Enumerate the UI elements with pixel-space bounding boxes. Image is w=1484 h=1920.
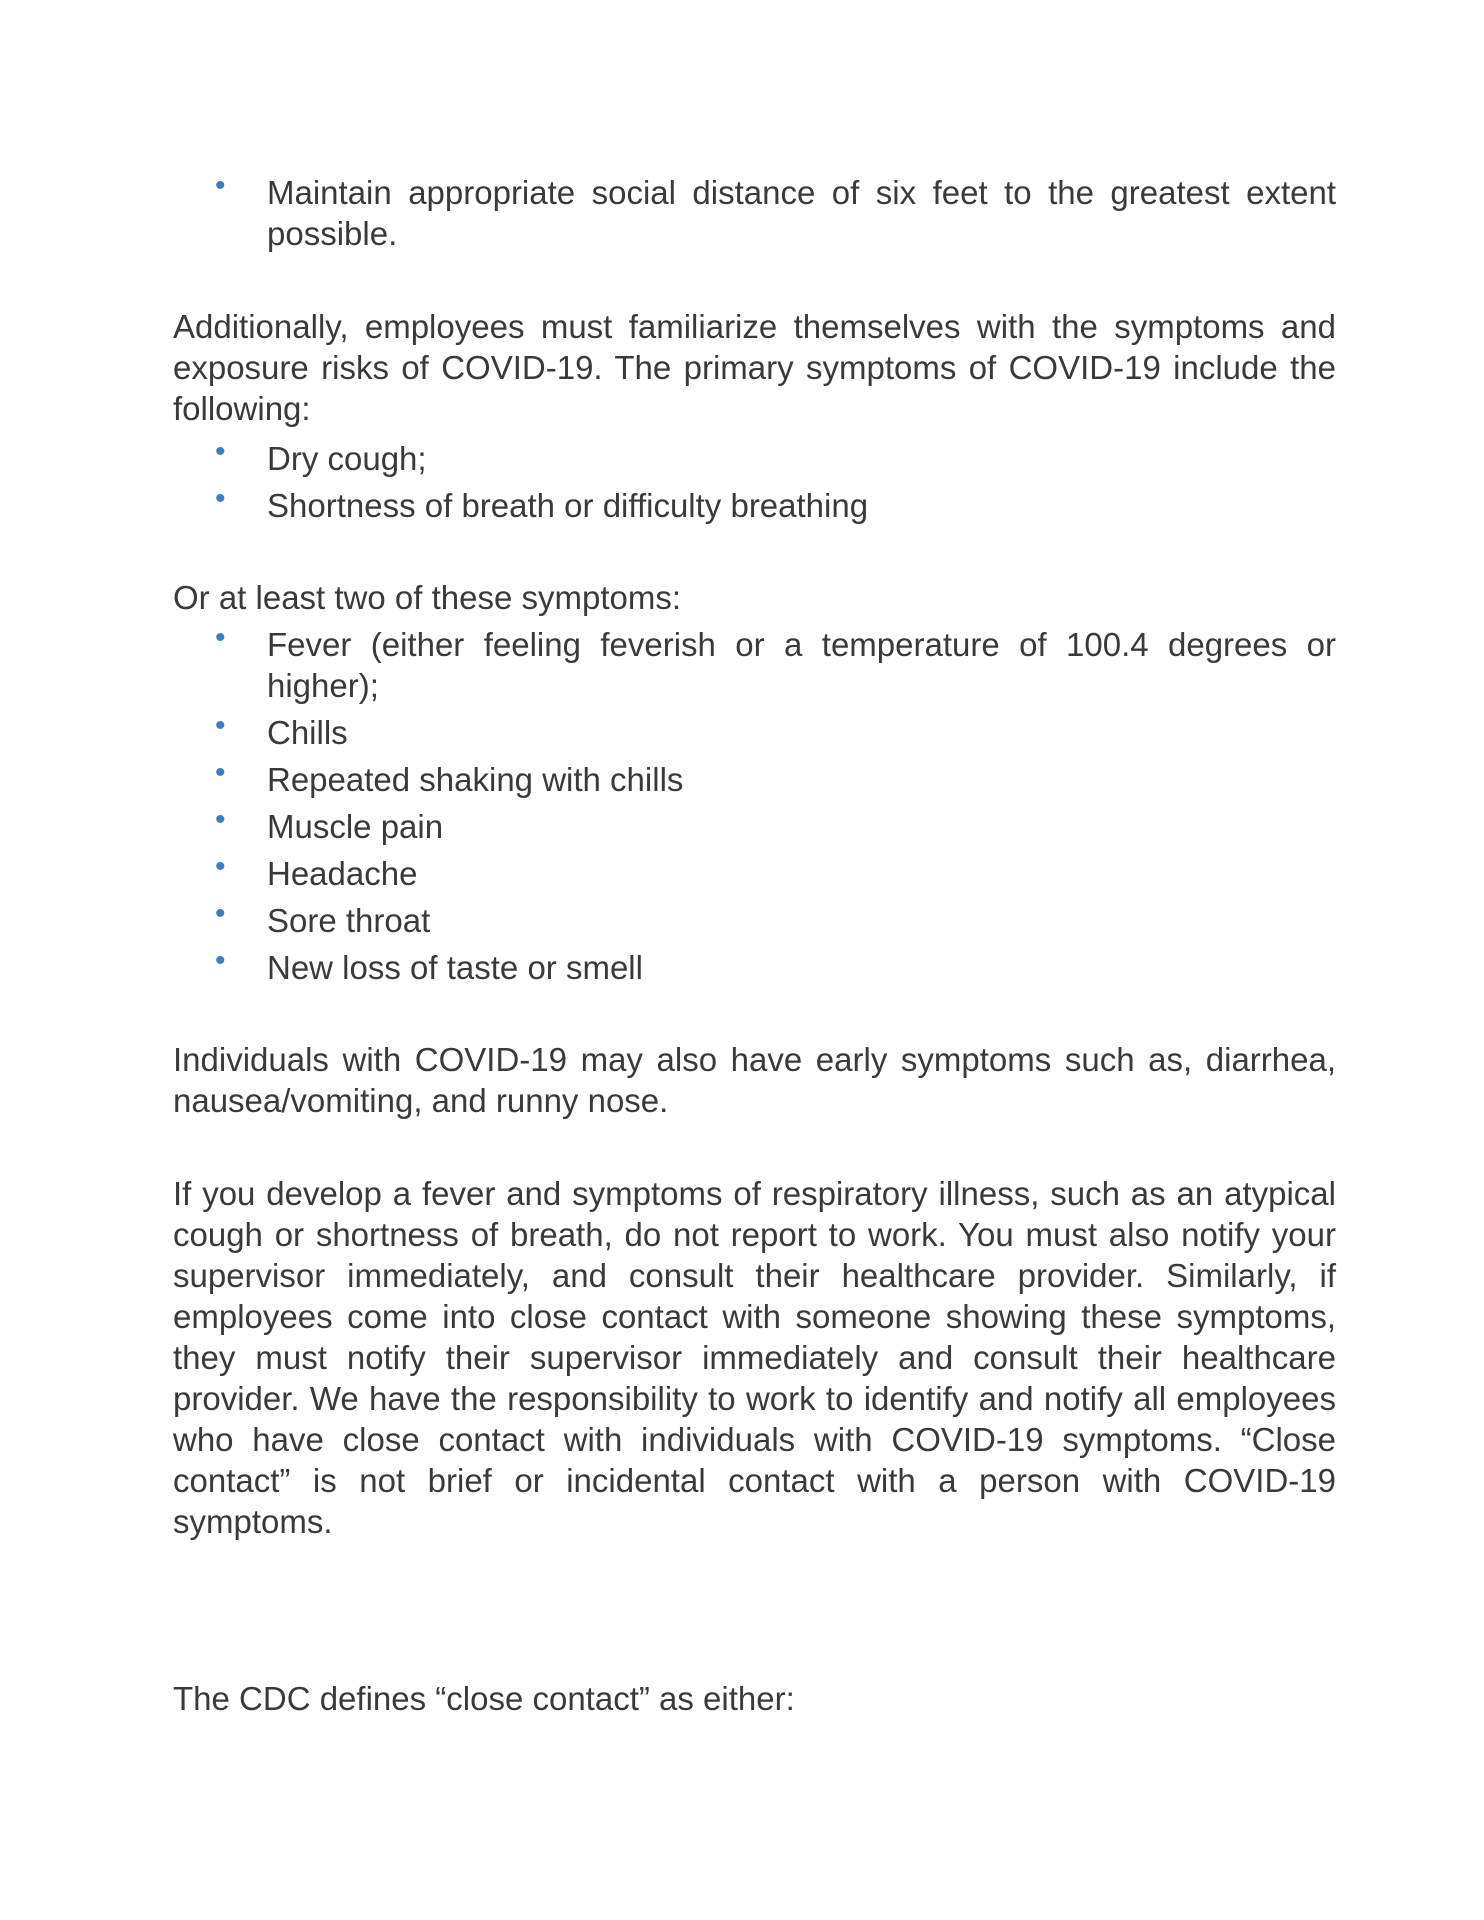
list-item-text: New loss of taste or smell <box>267 949 643 986</box>
list-item-text: Sore throat <box>267 902 431 939</box>
bullet-icon: • <box>215 850 226 883</box>
secondary-symptoms-list <box>173 621 1336 988</box>
list-item <box>173 803 1336 847</box>
list-item <box>173 897 1336 941</box>
list-item-text: Shortness of breath or difficulty breathing <box>267 487 869 524</box>
list-item <box>173 944 1336 988</box>
list-item <box>173 482 1336 526</box>
paragraph-cdc-defines: The CDC defines “close contact” as either: <box>173 1680 795 1717</box>
list-item <box>173 850 1336 894</box>
bullet-icon: • <box>215 709 226 742</box>
paragraph-additionally: Additionally, employees must familiarize themselves with the symptoms and exposure risks of COVID-19. The primary symptoms of COVID-19 include the following: <box>173 308 1336 427</box>
bullet-icon: • <box>215 169 226 202</box>
list-item <box>173 756 1336 800</box>
bullet-icon: • <box>215 756 226 789</box>
list-item-text: Muscle pain <box>267 808 444 845</box>
paragraph-if-you-develop: If you develop a fever and symptoms of respiratory illness, such as an atypical cough or shortness of breath, do not report to work. You must also notify your supervisor immediately, and consult their healthcare provider. Similarly, if employees come into close contact with someone showing these symptoms, they must notify their supervisor immediately and consult their healthcare provider. We have the responsibility to work to identify and notify all employees who have close contact with individuals with COVID-19 symptoms. “Close contact” is not brief or incidental contact with a person with COVID-19 symptoms. <box>173 1175 1336 1540</box>
list-item-text: Repeated shaking with chills <box>267 761 684 798</box>
list-item-text: Fever (either feeling feverish or a temperature of 100.4 degrees or higher); <box>267 626 1336 704</box>
bullet-icon: • <box>215 897 226 930</box>
list-item <box>173 621 1336 706</box>
list-item-text: Headache <box>267 855 418 892</box>
list-item <box>173 169 1336 254</box>
bullet-icon: • <box>215 435 226 468</box>
paragraph-individuals: Individuals with COVID-19 may also have early symptoms such as, diarrhea, nausea/vomiting, and runny nose. <box>173 1041 1336 1119</box>
list-item-text: Maintain appropriate social distance of six feet to the greatest extent possible. <box>267 174 1336 252</box>
bullet-icon: • <box>215 482 226 515</box>
social-distance-list <box>173 169 1336 254</box>
list-item-text: Dry cough; <box>267 440 427 477</box>
bullet-icon: • <box>215 621 226 654</box>
bullet-icon: • <box>215 944 226 977</box>
bullet-icon: • <box>215 803 226 836</box>
list-item-text: Chills <box>267 714 348 751</box>
list-item <box>173 435 1336 479</box>
primary-symptoms-list <box>173 435 1336 526</box>
list-item <box>173 709 1336 753</box>
paragraph-or-at-least: Or at least two of these symptoms: <box>173 579 682 616</box>
